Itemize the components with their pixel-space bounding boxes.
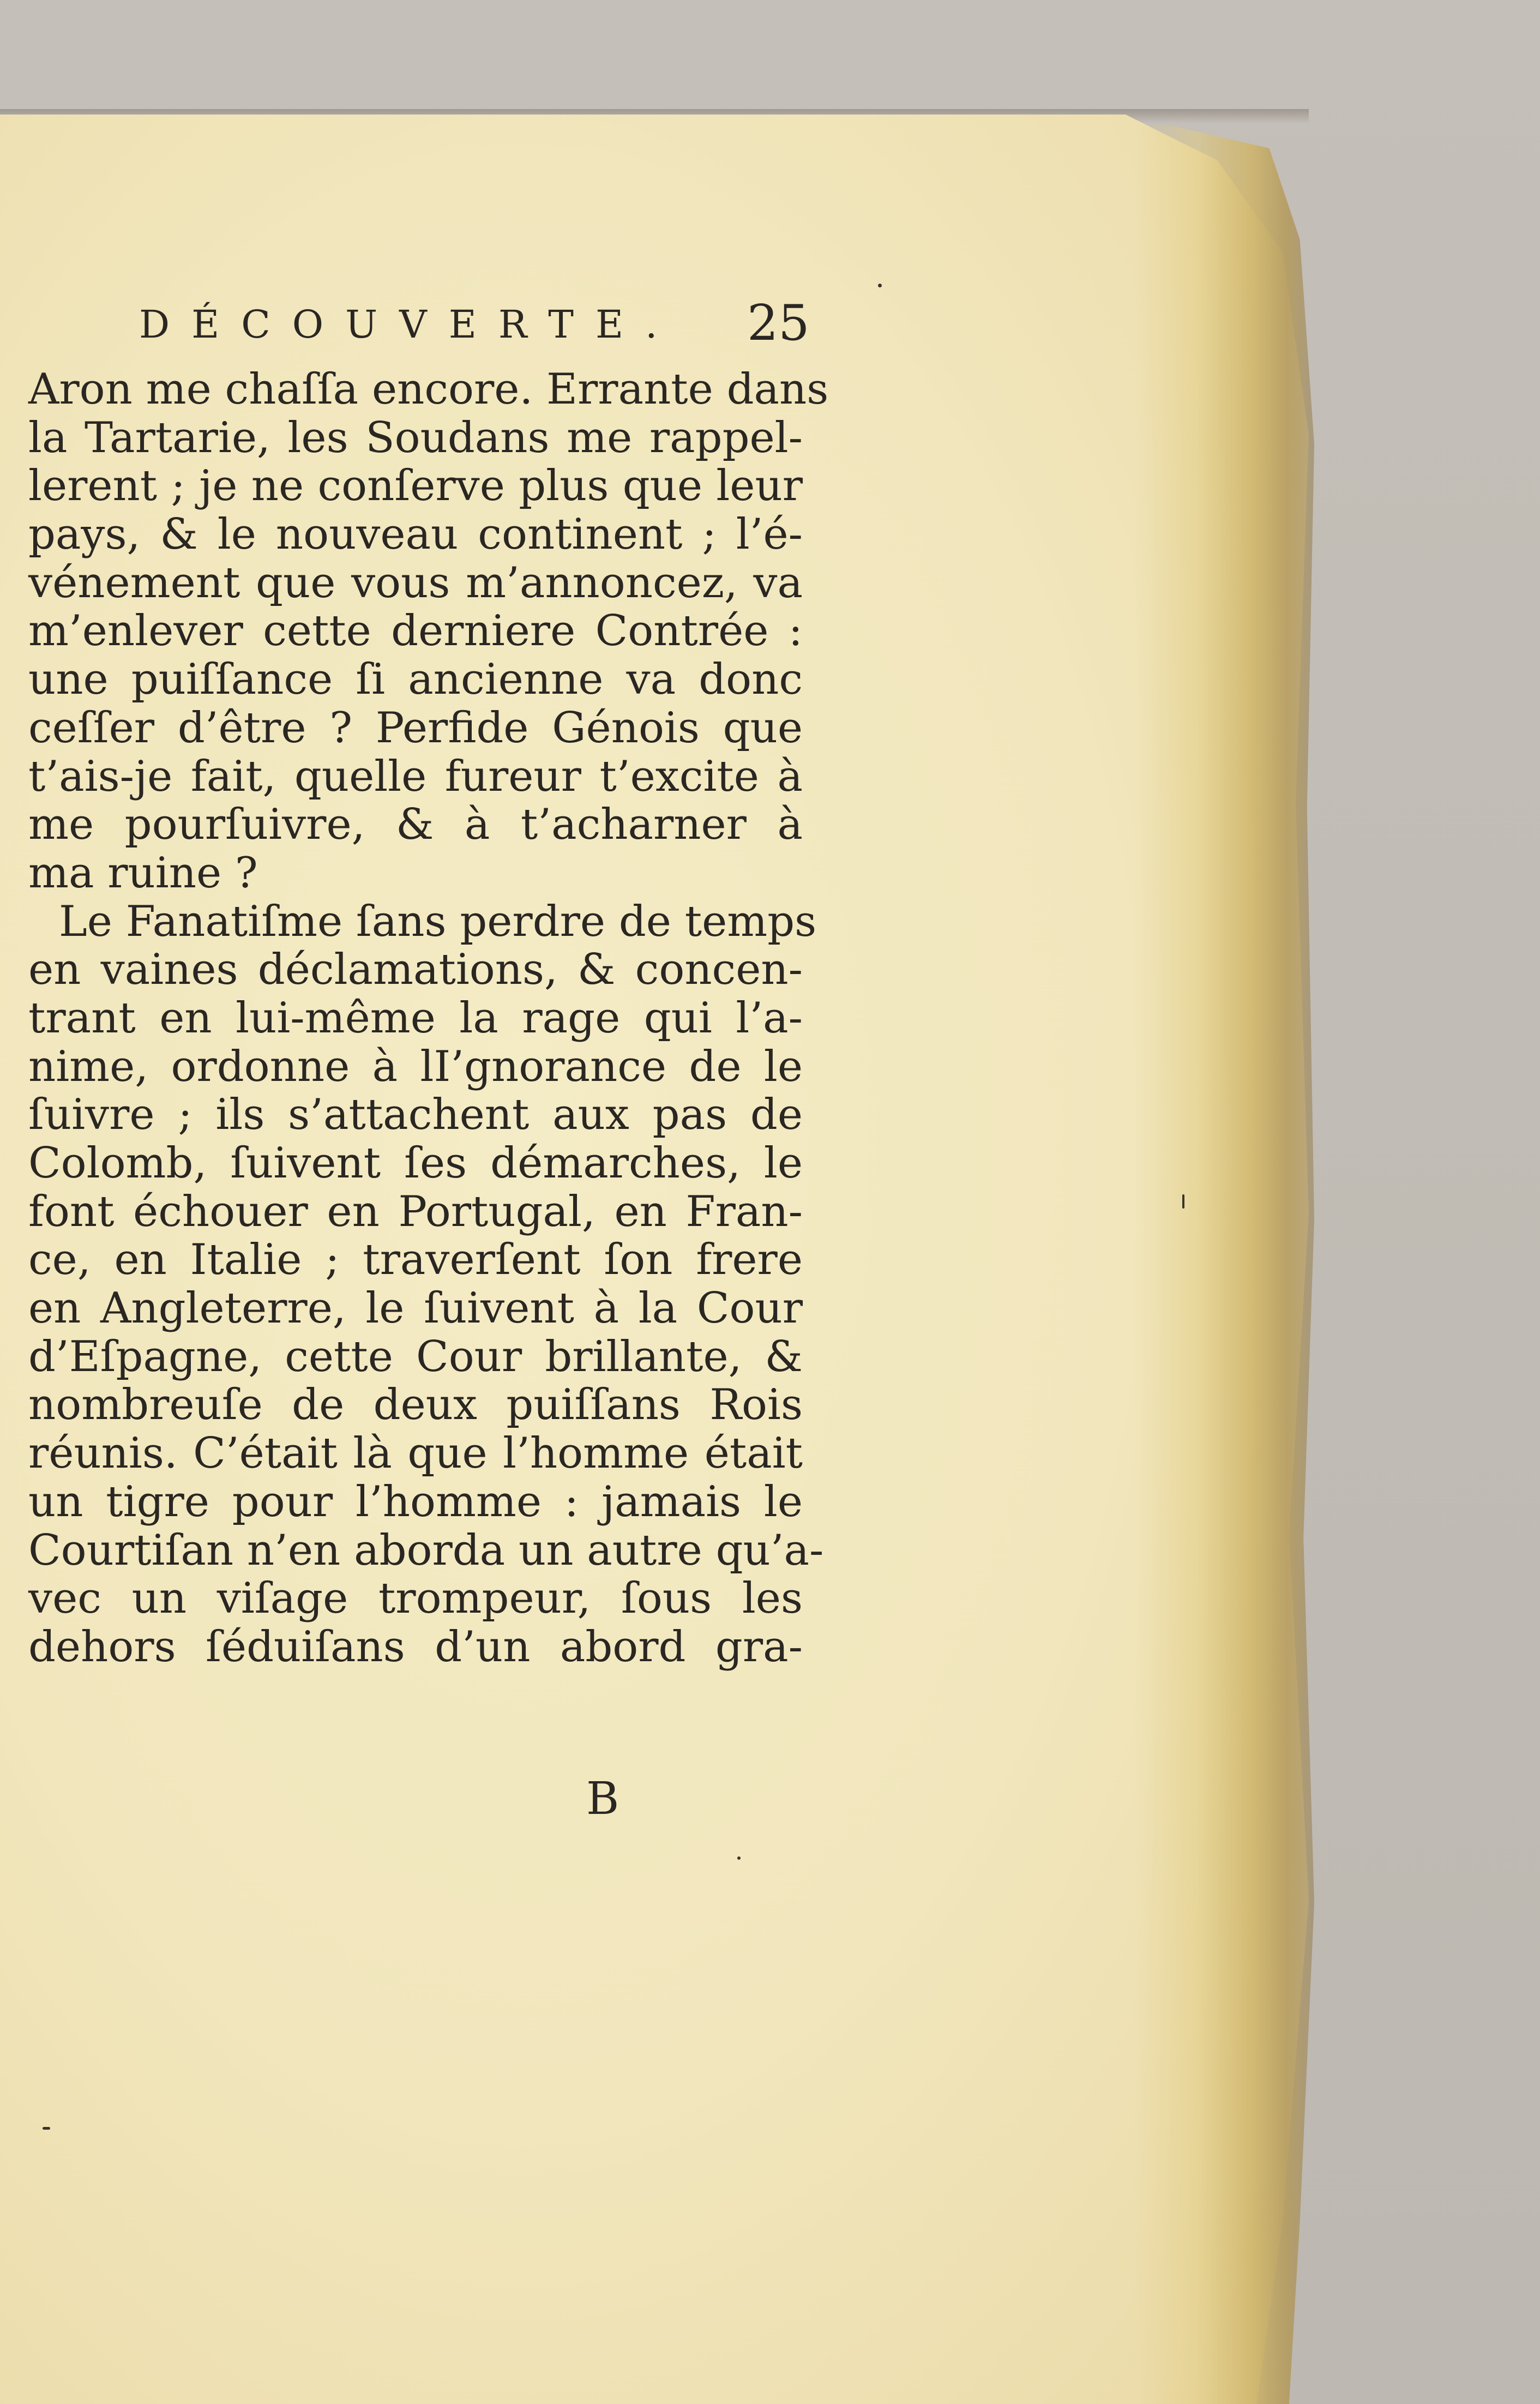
text-line: pays, & le nouveau continent ; l’é- <box>28 510 803 560</box>
text-line: dehors ſéduiſans d’un abord gra- <box>28 1622 803 1672</box>
text-line: font échouer en Portugal, en Fran- <box>28 1187 803 1236</box>
text-line: Aron me chaſſa encore. Errante dans <box>28 365 829 414</box>
text-line: d’Eſpagne, cette Cour brillante, & <box>28 1332 803 1381</box>
text-line: Colomb, ſuivent ſes démarches, le <box>28 1139 803 1188</box>
text-line: vec un viſage trompeur, ſous les <box>28 1574 803 1624</box>
text-line: me pourſuivre, & à t’acharner à <box>28 800 803 850</box>
text-line: nombreuſe de deux puiſſans Rois <box>28 1380 803 1430</box>
paper-speck <box>878 284 882 287</box>
text-line: trant en lui-même la rage qui l’a- <box>28 993 803 1043</box>
body-text <box>28 365 829 1672</box>
text-line: la Tartarie, les Soudans me rappel- <box>28 413 803 462</box>
page-number: 25 <box>747 295 810 352</box>
signature-mark: B <box>586 1773 619 1825</box>
text-line: lerent ; je ne conſerve plus que leur <box>28 461 803 511</box>
text-line: ce, en Italie ; traverſent ſon frere <box>28 1235 803 1285</box>
paper-speck <box>1182 1194 1184 1209</box>
text-line: en Angleterre, le ſuivent à la Cour <box>28 1284 803 1333</box>
text-line: m’enlever cette derniere Contrée : <box>28 606 803 656</box>
text-line: une puiſſance ſi ancienne va donc <box>28 655 803 705</box>
text-line: t’ais-je fait, quelle fureur t’excite à <box>28 752 803 801</box>
text-line: réunis. C’était là que l’homme était <box>28 1429 803 1479</box>
text-line: vénement que vous m’annoncez, va <box>28 558 803 608</box>
paper-speck <box>737 1856 741 1860</box>
text-line: ſuivre ; ils s’attachent aux pas de <box>28 1090 803 1140</box>
text-line: ceſſer d’être ? Perfide Génois que <box>28 703 803 753</box>
paper-speck <box>43 2127 50 2130</box>
text-line: Courtiſan n’en aborda un autre qu’a- <box>28 1525 824 1575</box>
text-line: un tigre pour l’homme : jamais le <box>28 1477 803 1526</box>
worn-page-edge <box>1134 125 1314 2404</box>
running-head: DÉCOUVERTE. <box>139 302 679 347</box>
text-line: ma ruine ? <box>28 848 258 898</box>
text-line: Le Fanatiſme ſans perdre de temps <box>59 897 817 946</box>
text-line: nime, ordonne à lI’gnorance de le <box>28 1042 803 1091</box>
text-line: en vaines déclamations, & concen- <box>28 945 803 995</box>
